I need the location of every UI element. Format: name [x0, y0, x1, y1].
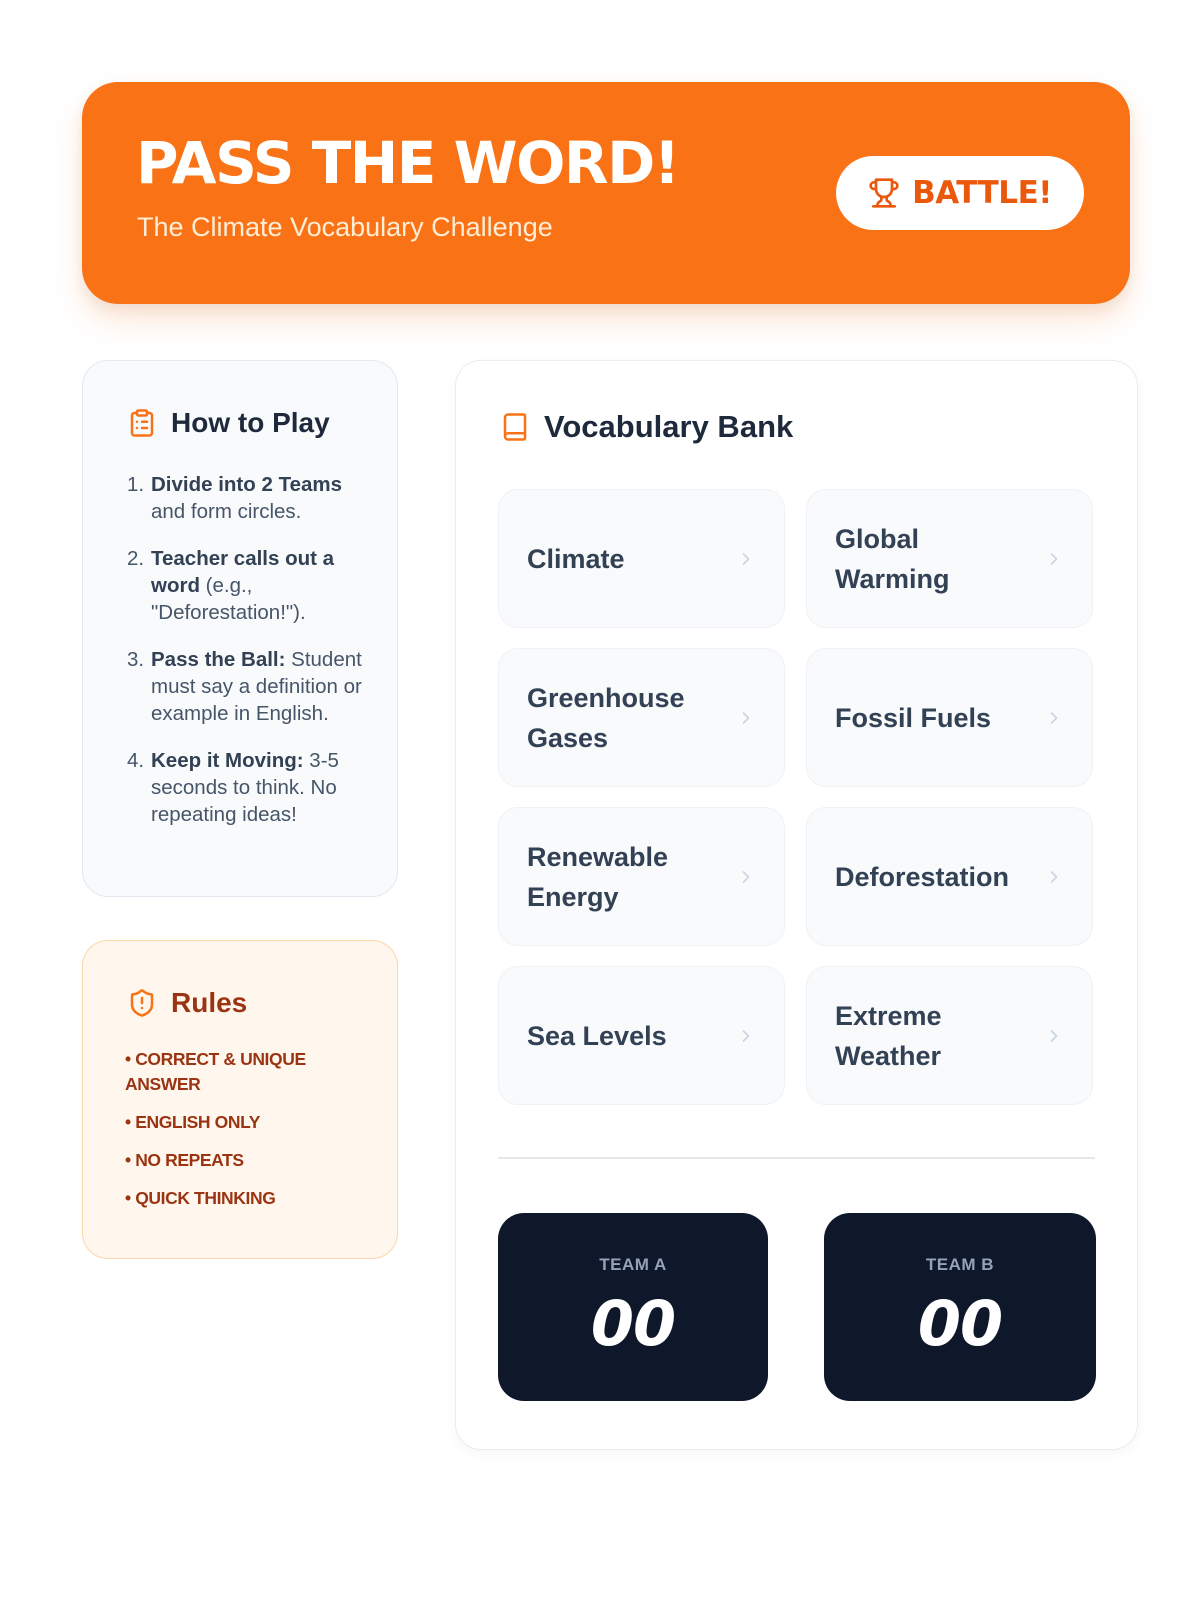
step-item	[127, 471, 377, 525]
rules-card	[82, 940, 398, 1259]
step-number: 4.	[127, 749, 145, 772]
vocabulary-bank-card	[455, 360, 1138, 1450]
word-label: Fossil Fuels	[835, 702, 992, 733]
word-label: Climate	[527, 543, 625, 574]
chevron-right-icon	[1044, 549, 1064, 569]
step-number: 2.	[127, 547, 145, 570]
word-card-deforestation[interactable]	[806, 807, 1093, 946]
step-item	[127, 545, 377, 626]
shield-alert-icon	[127, 988, 157, 1018]
steps-list	[127, 471, 377, 848]
chevron-right-icon	[1044, 1026, 1064, 1046]
rule-item: • NO REPEATS	[125, 1150, 244, 1170]
book-icon	[500, 412, 530, 442]
chevron-right-icon	[1044, 867, 1064, 887]
word-card-global-warming[interactable]	[806, 489, 1093, 628]
word-label: Global Warming	[835, 523, 950, 594]
word-label: Renewable Energy	[527, 841, 669, 912]
clipboard-list-icon	[127, 408, 157, 438]
step-number: 1.	[127, 473, 145, 496]
team-a-score: 00	[590, 1287, 676, 1360]
trophy-icon	[868, 177, 900, 209]
how-to-play-header	[127, 407, 330, 439]
rules-header	[127, 987, 247, 1019]
word-card-fossil-fuels[interactable]	[806, 648, 1093, 787]
rule-item: • CORRECT & UNIQUE ANSWER	[125, 1049, 306, 1094]
word-label: Sea Levels	[527, 1020, 667, 1051]
step-text: (e.g., "Deforestation!").	[151, 574, 306, 624]
word-label: Extreme Weather	[835, 1000, 942, 1071]
word-card-greenhouse-gases[interactable]	[498, 648, 785, 787]
team-b-scoreboard[interactable]	[824, 1213, 1096, 1401]
step-heading: Pass the Ball:	[151, 648, 286, 671]
word-label: Greenhouse Gases	[527, 682, 685, 753]
step-heading: Teacher calls out a word	[151, 547, 335, 597]
chevron-right-icon	[1044, 708, 1064, 728]
word-card-extreme-weather[interactable]	[806, 966, 1093, 1105]
battle-label: BATTLE!	[912, 175, 1052, 211]
chevron-right-icon	[736, 708, 756, 728]
chevron-right-icon	[736, 549, 756, 569]
header-banner	[82, 82, 1130, 304]
chevron-right-icon	[736, 1026, 756, 1046]
step-text: and form circles.	[151, 500, 302, 523]
step-text: Student must say a definition or example in English.	[151, 648, 362, 725]
step-item	[127, 646, 377, 727]
chevron-right-icon	[736, 867, 756, 887]
team-b-label: TEAM B	[925, 1255, 995, 1274]
rule-item: • QUICK THINKING	[125, 1188, 276, 1208]
team-a-scoreboard[interactable]	[498, 1213, 768, 1401]
step-heading: Divide into 2 Teams	[151, 473, 343, 496]
team-a-label: TEAM A	[599, 1255, 667, 1274]
step-text: 3-5 seconds to think. No repeating ideas!	[151, 749, 339, 826]
rules-list	[125, 1047, 375, 1224]
page-subtitle: The Climate Vocabulary Challenge	[137, 212, 553, 242]
word-card-sea-levels[interactable]	[498, 966, 785, 1105]
word-card-renewable-energy[interactable]	[498, 807, 785, 946]
vocabulary-bank-title: Vocabulary Bank	[544, 409, 794, 444]
page-title: PASS THE WORD!	[136, 129, 679, 197]
rule-item: • ENGLISH ONLY	[125, 1112, 261, 1132]
divider	[498, 1157, 1095, 1159]
step-number: 3.	[127, 648, 145, 671]
word-label: Deforestation	[835, 861, 1010, 892]
team-b-score: 00	[917, 1287, 1003, 1360]
vocabulary-bank-header	[500, 409, 793, 445]
how-to-play-title: How to Play	[171, 407, 330, 438]
step-heading: Keep it Moving:	[151, 749, 304, 772]
rules-title: Rules	[171, 987, 248, 1018]
battle-button[interactable]	[836, 156, 1084, 230]
step-item	[127, 747, 377, 828]
how-to-play-card	[82, 360, 398, 897]
word-card-climate[interactable]	[498, 489, 785, 628]
